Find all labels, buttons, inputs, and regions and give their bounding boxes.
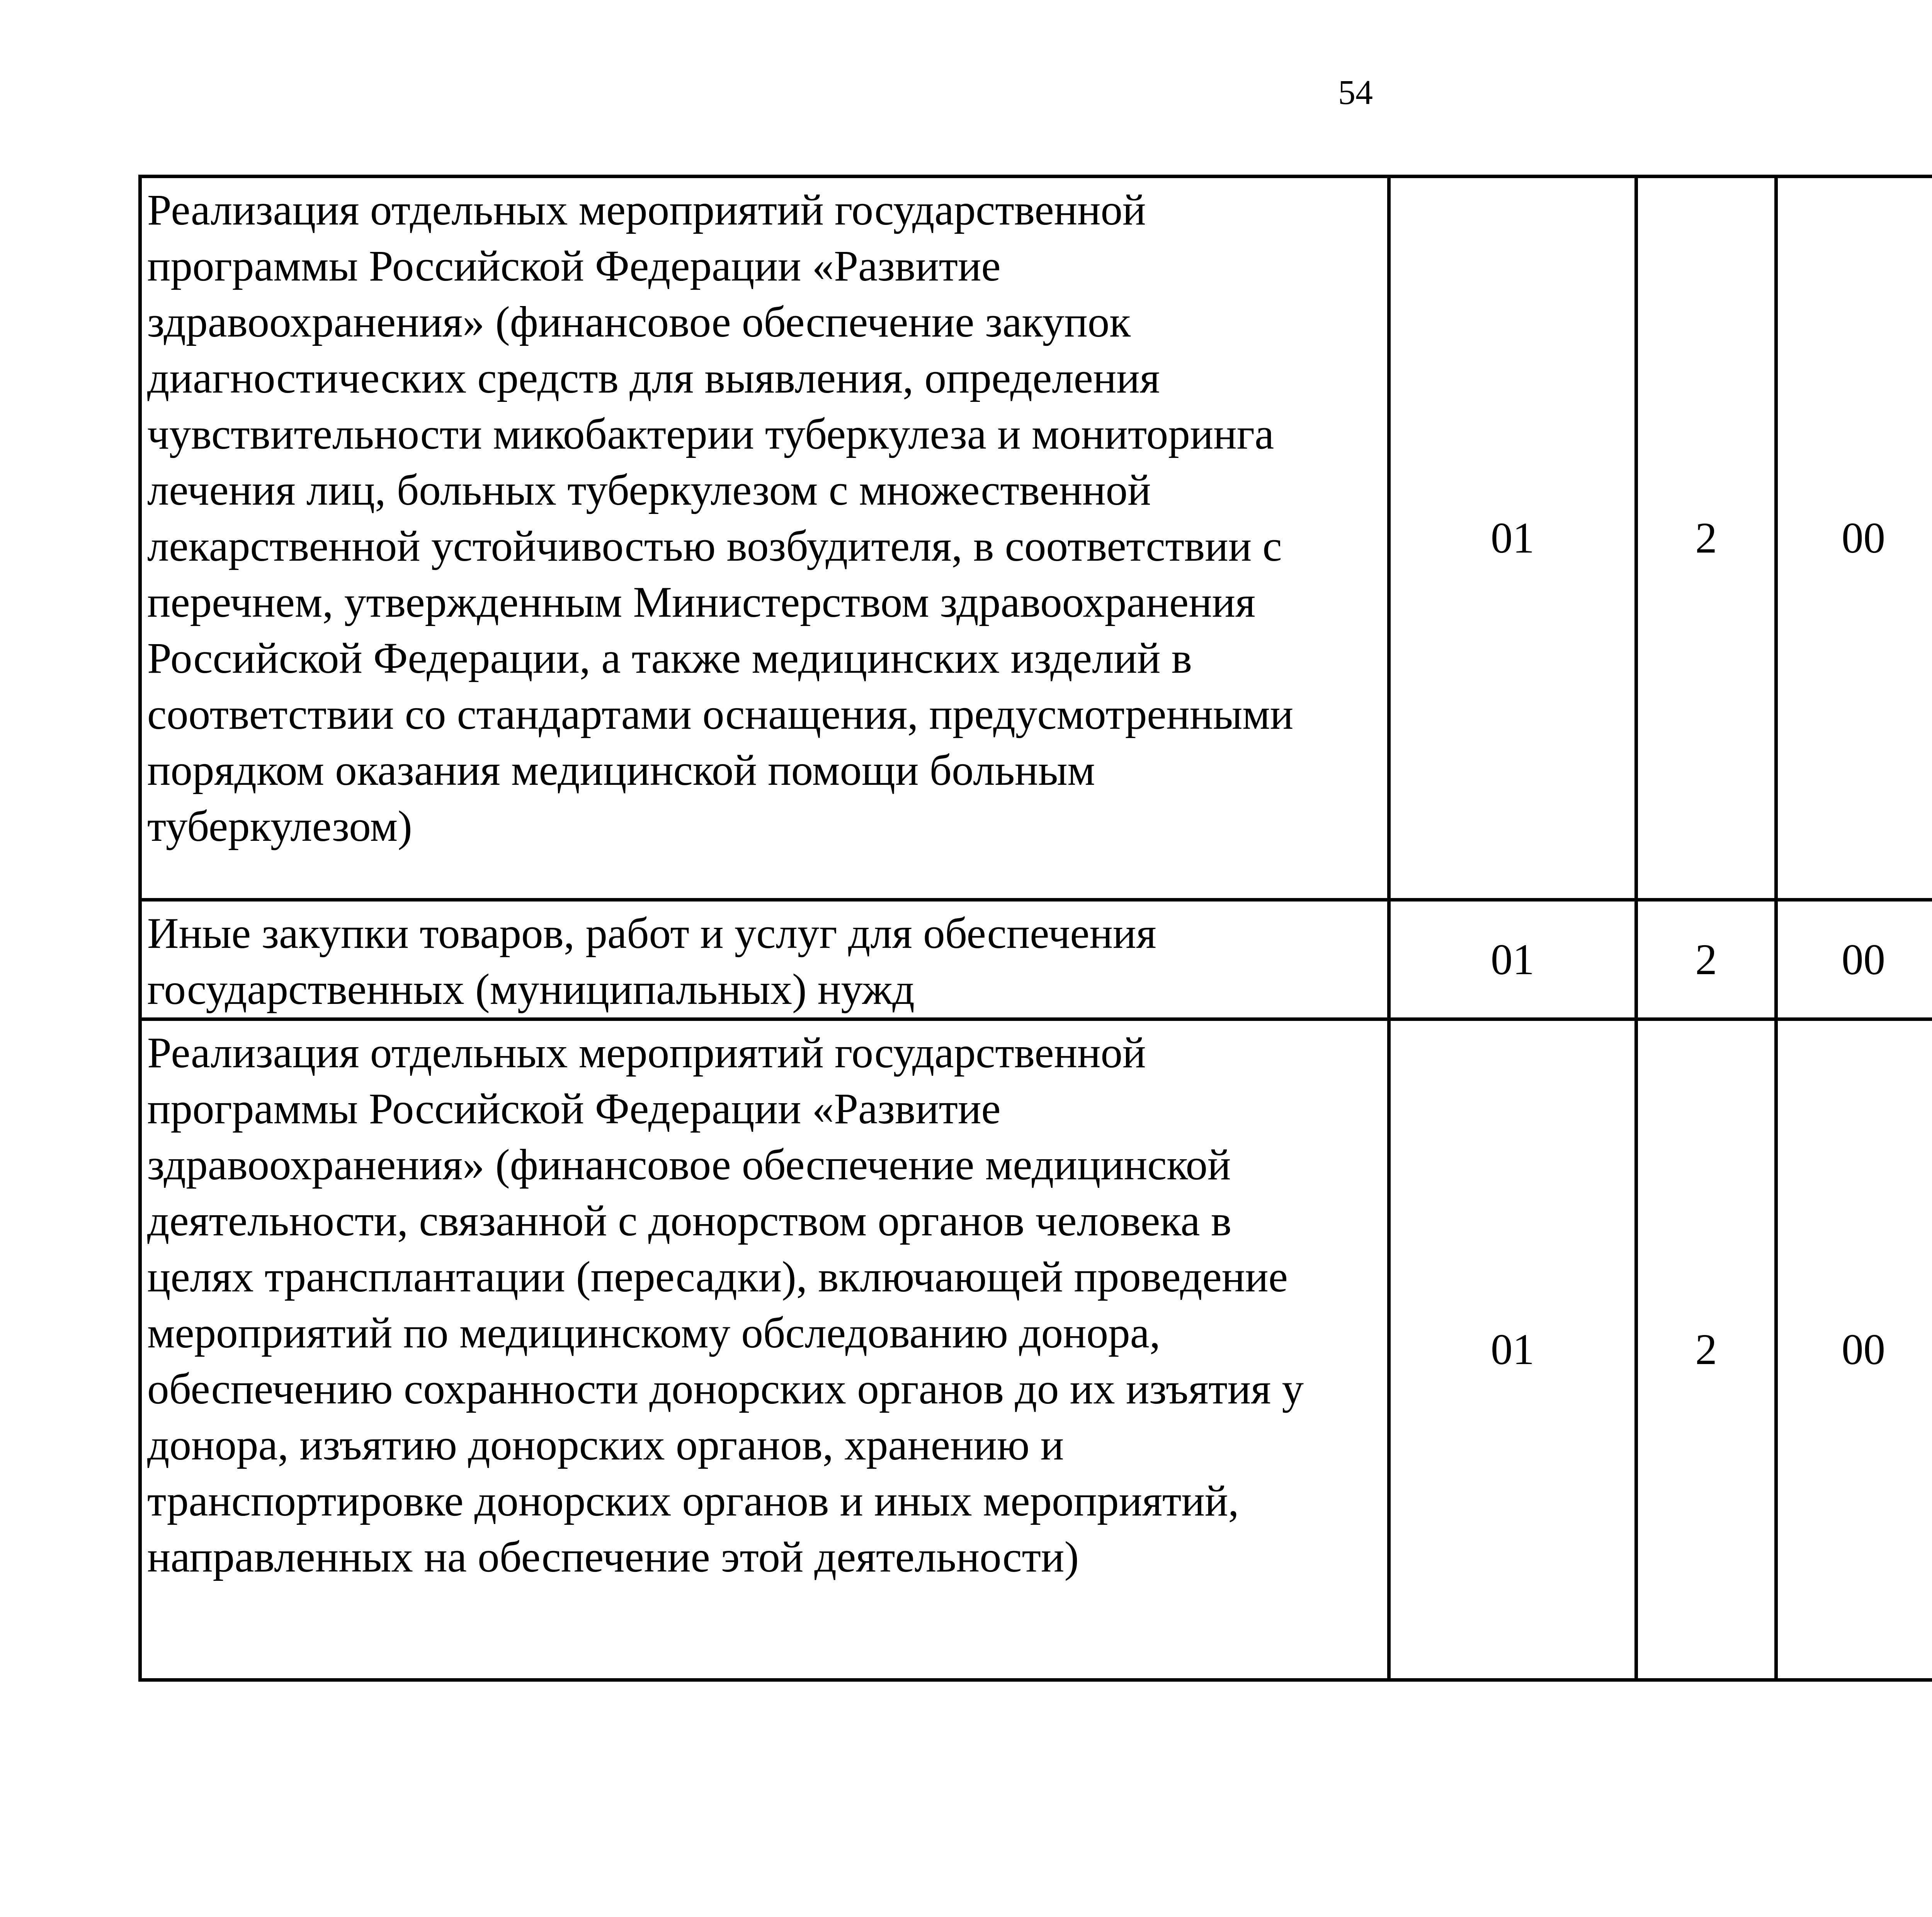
table-row [140,900,1932,1019]
direction-code: 00 [1776,1019,1932,1680]
subprogram-code: 2 [1636,1019,1776,1680]
direction-code: 00 [1776,900,1932,1019]
table-row [140,1019,1932,1680]
table-row [140,177,1932,900]
program-code: 01 [1389,177,1636,900]
row-description: Реализация отдельных мероприятий государственной программы Российской Федерации «Развитие здравоохранения» (финансовое обеспечение медицинской деятельности, связанной с донорством органов человека в целях трансплантации (пересадки), включающей проведение мероприятий по медицинскому обследованию донора, обеспечению сохранности донорских органов до их изъятия у донора, изъятию донорских органов, хранению и транспортировке донорских органов и иных мероприятий, направленных на обеспечение этой деятельности) [140,1019,1389,1680]
row-description: Реализация отдельных мероприятий государственной программы Российской Федерации «Развитие здравоохранения» (финансовое обеспечение закупок диагностических средств для выявления, определения чувствительности микобактерии туберкулеза и мониторинга лечения лиц, больных туберкулезом с множественной лекарственной устойчивостью возбудителя, в соответствии с перечнем, утвержденным Министерством здравоохранения Российской Федерации, а также медицинских изделий в соответствии со стандартами оснащения, предусмотренными порядком оказания медицинской помощи больным туберкулезом) [140,177,1389,900]
budget-table [138,175,1932,1682]
subprogram-code: 2 [1636,900,1776,1019]
page-number: 54 [1338,73,1373,112]
direction-code: 00 [1776,177,1932,900]
program-code: 01 [1389,1019,1636,1680]
subprogram-code: 2 [1636,177,1776,900]
row-description: Иные закупки товаров, работ и услуг для обеспечения государственных (муниципальных) нужд [140,900,1389,1019]
program-code: 01 [1389,900,1636,1019]
